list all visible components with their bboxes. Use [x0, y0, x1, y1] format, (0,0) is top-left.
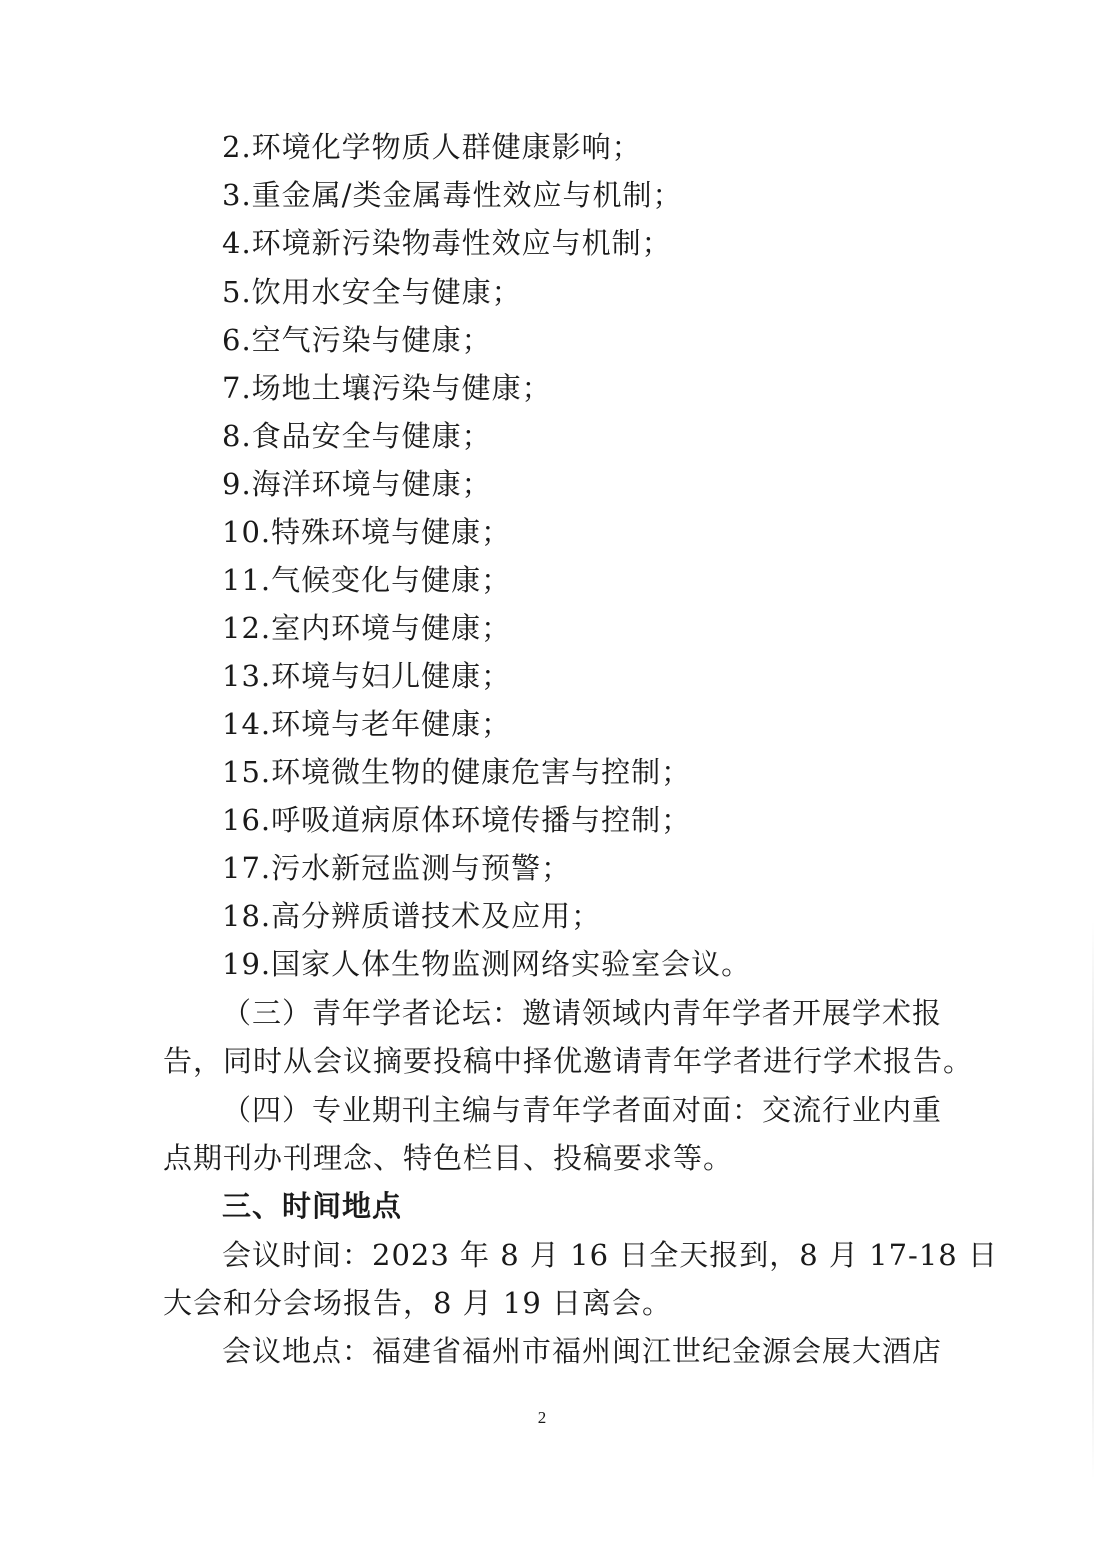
- list-item: 9.海洋环境与健康；: [222, 467, 492, 501]
- list-item: 15.环境微生物的健康危害与控制；: [222, 755, 692, 789]
- meeting-time-line: 会议时间：2023 年 8 月 16 日全天报到，8 月 17-18 日: [222, 1238, 998, 1272]
- meeting-time-line: 大会和分会场报告，8 月 19 日离会。: [163, 1286, 673, 1320]
- list-item: 18.高分辨质谱技术及应用；: [222, 899, 602, 933]
- list-item: 5.饮用水安全与健康；: [222, 275, 522, 309]
- list-item: 4.环境新污染物毒性效应与机制；: [222, 226, 672, 260]
- page-number: 2: [537, 1408, 547, 1427]
- list-item: 12.室内环境与健康；: [222, 611, 512, 645]
- editors-paragraph-line: 点期刊办刊理念、特色栏目、投稿要求等。: [163, 1141, 734, 1175]
- list-item: 16.呼吸道病原体环境传播与控制；: [222, 803, 692, 837]
- list-item: 8.食品安全与健康；: [222, 419, 492, 453]
- list-item: 13.环境与妇儿健康；: [222, 659, 512, 693]
- editors-paragraph-line: （四）专业期刊主编与青年学者面对面：交流行业内重: [222, 1093, 943, 1127]
- list-item: 14.环境与老年健康；: [222, 707, 512, 741]
- list-item: 10.特殊环境与健康；: [222, 515, 512, 549]
- list-item: 19.国家人体生物监测网络实验室会议。: [222, 947, 752, 981]
- forum-paragraph-line: 告，同时从会议摘要投稿中择优邀请青年学者进行学术报告。: [163, 1044, 974, 1078]
- list-item: 2.环境化学物质人群健康影响；: [222, 130, 642, 164]
- section-heading: 三、时间地点: [222, 1189, 403, 1223]
- meeting-place-line: 会议地点：福建省福州市福州闽江世纪金源会展大酒店: [222, 1334, 943, 1368]
- list-item: 6.空气污染与健康；: [222, 323, 492, 357]
- list-item: 7.场地土壤污染与健康；: [222, 371, 552, 405]
- list-item: 3.重金属/类金属毒性效应与机制；: [222, 178, 683, 212]
- list-item: 17.污水新冠监测与预警；: [222, 851, 572, 885]
- scan-edge-shadow: [1092, 920, 1094, 1480]
- forum-paragraph-line: （三）青年学者论坛：邀请领域内青年学者开展学术报: [222, 996, 943, 1030]
- list-item: 11.气候变化与健康；: [222, 563, 512, 597]
